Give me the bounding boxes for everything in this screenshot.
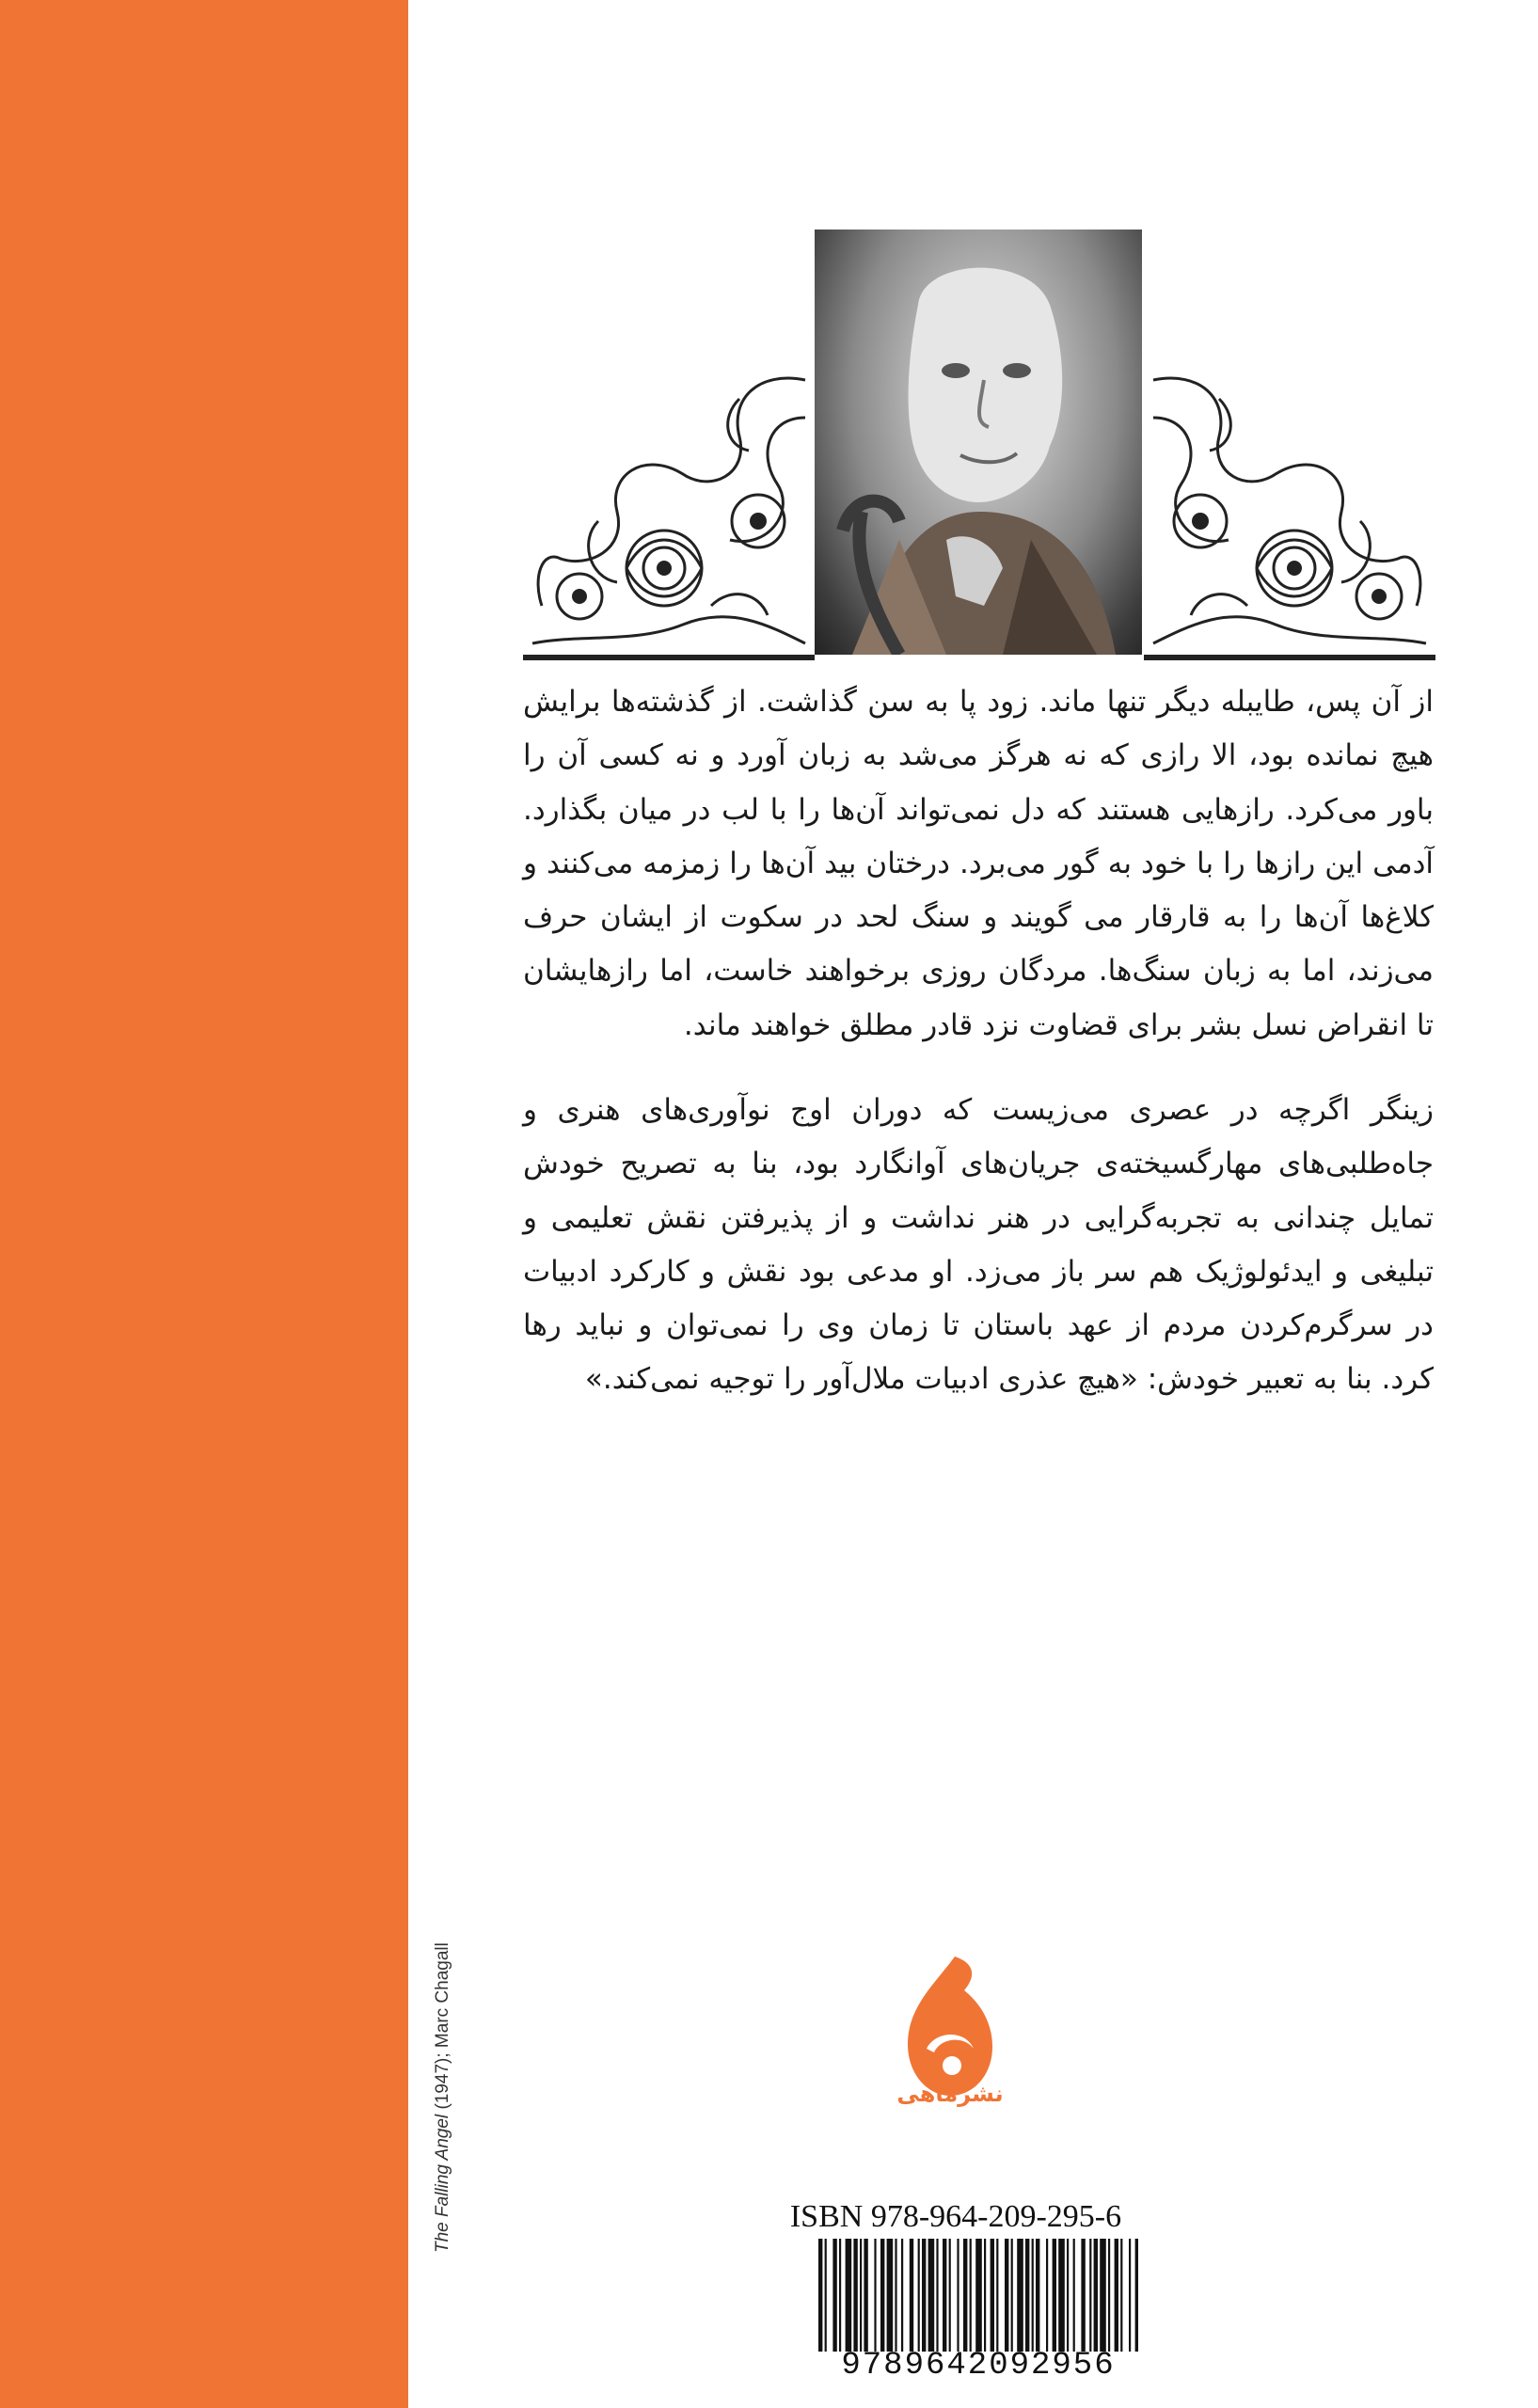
- floral-ornament-icon: [523, 361, 815, 664]
- body-paragraph-2: زینگر اگرچه در عصری می‌زیست که دوران اوج نوآوری‌های هنری و جاه‌طلبی‌های مهارگسیخته‌ی جریان‌های آوانگارد بود، بنا به تصریح خودش تمایل چندانی به تجربه‌گرایی در هنر نداشت و از پذیرفتن نقش تعلیمی و تبلیغی و ایدئولوژیک هم سر باز می‌زد. او مدعی بود نقش و کارکرد ادبیات در سرگرم‌کردن مردم از عهد باستان تا زمان وی را نمی‌توان و نباید رها کرد. بنا به تعبیر خودش: «هیچ عذری ادبیات ملال‌آور را توجیه نمی‌کند.»: [523, 1093, 1434, 1397]
- credit-title: The Falling Angel: [433, 2114, 452, 2253]
- orange-spine: [0, 0, 408, 2408]
- credit-rest: (1947); Marc Chagall: [433, 1942, 452, 2115]
- barcode-icon: [817, 2239, 1138, 2352]
- cover-credit: [433, 1942, 453, 2253]
- floral-ornament-icon: [1144, 361, 1435, 664]
- isbn-label: ISBN 978-964-209-295-6: [789, 2199, 1122, 2234]
- publisher-name: نشرماهی: [896, 2081, 1004, 2107]
- barcode-digits: 9789642092956: [841, 2348, 1116, 2384]
- author-portrait-icon: [815, 230, 1142, 655]
- body-paragraph-1: از آن پس، طایبله دیگر تنها ماند. زود پا به سن گذاشت. از گذشته‌ها برایش هیچ نمانده بود، الا رازی که نه هرگز می‌شد به زبان آورد و نه کسی آن را باور می‌کرد. رازهایی هستند که دل نمی‌تواند آن‌ها را با لب در میان بگذارد. آدمی این رازها را با خود به گور می‌برد. درختان بید آن‌ها را زمزمه می‌کنند و کلاغ‌ها آن‌ها را به قارقار می‌ گویند و سنگ لحد در سکوت از ایشان حرف می‌زند، اما به زبان سنگ‌ها. مردگان روزی برخواهند خاست، اما رازهایشان تا انقراض نسل بشر برای قضاوت نزد قادر مطلق خواهند ماند.: [523, 685, 1434, 1042]
